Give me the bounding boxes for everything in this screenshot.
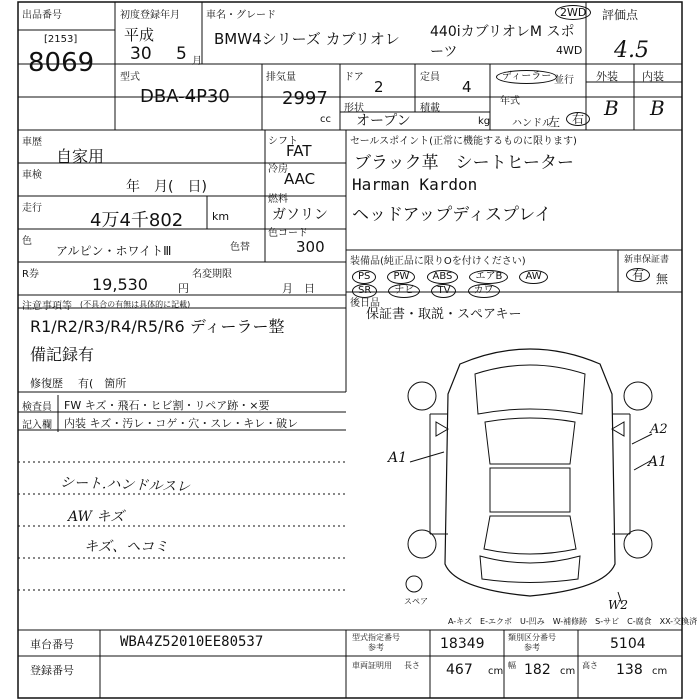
notes-line1: R1/R2/R3/R4/R5/R6 ディーラー整 bbox=[30, 317, 285, 336]
handle-right: 右 bbox=[566, 112, 590, 126]
equip-aw: AW bbox=[519, 270, 547, 284]
width-label: 幅 bbox=[508, 661, 516, 670]
memo-line1: シート.ハンドルスレ bbox=[59, 474, 191, 496]
new-warranty-label: 新車保証書 bbox=[624, 255, 670, 265]
mileage-label: 走行 bbox=[22, 203, 42, 214]
capacity-value: 4 bbox=[462, 78, 472, 96]
interior-label: 内装 bbox=[642, 70, 664, 83]
fuel-label: 燃料 bbox=[268, 194, 288, 205]
color-label: 色 bbox=[22, 236, 32, 247]
drive-4wd: 4WD bbox=[556, 44, 583, 57]
km-unit: km bbox=[212, 210, 230, 223]
drive-2wd: 2WD bbox=[555, 5, 591, 20]
capacity-label: 定員 bbox=[420, 72, 440, 83]
class-label: 類別区分番号 bbox=[508, 633, 556, 642]
height-unit: cm bbox=[652, 666, 668, 677]
recolor-label: 色替 bbox=[230, 242, 250, 253]
colorcode-label: 色コード bbox=[268, 228, 308, 239]
spec-ref: 参考 bbox=[368, 643, 384, 652]
mark-a2: A2 bbox=[650, 422, 668, 437]
reg-year: 30 bbox=[130, 44, 152, 64]
mileage-value: 4万4千802 bbox=[90, 210, 184, 231]
handle-label: ハンドル bbox=[512, 118, 552, 129]
first-reg-label: 初度登録年月 bbox=[120, 10, 180, 21]
memo-line2: AW キズ bbox=[68, 509, 125, 525]
mark-wave: W2 bbox=[608, 598, 628, 612]
equip-tv: TV bbox=[431, 284, 456, 298]
docs-value: 保証書・取説・スペアキー bbox=[366, 307, 522, 322]
exterior-label: 外装 bbox=[596, 70, 618, 83]
exterior-grade: B bbox=[604, 96, 619, 120]
usage-value: 自家用 bbox=[56, 147, 105, 166]
spec-label: 型式指定番号 bbox=[352, 633, 400, 642]
cc-unit: cc bbox=[320, 114, 331, 125]
ac-label: 冷房 bbox=[268, 164, 288, 175]
tax-label: R券 bbox=[22, 269, 39, 280]
equip-sr: SR bbox=[352, 284, 377, 298]
model-value: DBA-4P30 bbox=[140, 86, 230, 107]
damage-legend: A-キズ E-エクボ U-凹み W-補修跡 S-サビ C-腐食 XX-交換済 bbox=[448, 617, 698, 626]
len-label: 長さ bbox=[404, 661, 420, 670]
body-value: オープン bbox=[356, 113, 411, 129]
repair-label: 修復歴 bbox=[30, 377, 63, 390]
class-ref: 参考 bbox=[524, 643, 540, 652]
equip-ps: PS bbox=[352, 270, 376, 284]
kg-unit: kg bbox=[478, 116, 491, 127]
spec-value: 18349 bbox=[440, 636, 485, 652]
usage-label: 車歴 bbox=[22, 137, 42, 148]
model-year-label: 年式 bbox=[500, 96, 520, 107]
notes-sub: (不具合の有無は具体的に記載) bbox=[80, 300, 191, 309]
height-value: 138 bbox=[616, 662, 643, 678]
shift-value: FAT bbox=[286, 142, 312, 160]
ac-value: AAC bbox=[284, 170, 316, 188]
car-name: BMW4シリーズ カブリオレ bbox=[214, 30, 400, 48]
equip-airbag: エアB bbox=[469, 270, 508, 284]
displacement-value: 2997 bbox=[282, 88, 328, 109]
repair-value: 有( 箇所 bbox=[78, 377, 127, 390]
door-label: ドア bbox=[344, 72, 364, 83]
new-warranty-has: 有 bbox=[626, 268, 650, 282]
chassis-label: 車台番号 bbox=[30, 638, 74, 651]
inspection-value: 年 月( 日) bbox=[126, 179, 207, 195]
equipment-label: 装備品(純正品に限りOを付けください) bbox=[350, 256, 526, 267]
month-unit: 月 bbox=[192, 56, 202, 67]
inspector-interior-line: 内装 キズ・汚レ・コゲ・穴・スレ・キレ・破レ bbox=[64, 417, 299, 430]
model-label: 型式 bbox=[120, 72, 140, 83]
spare-label: スペア bbox=[404, 597, 428, 606]
docs-label: 後日品 bbox=[350, 298, 380, 309]
yen-unit: 円 bbox=[178, 282, 189, 295]
inspection-label: 車検 bbox=[22, 170, 42, 181]
name-label: 車名・グレード bbox=[206, 10, 276, 21]
fuel-value: ガソリン bbox=[272, 207, 328, 223]
parallel-label: 並行 bbox=[554, 75, 574, 86]
mark-a1-left: A1 bbox=[388, 450, 408, 466]
interior-grade: B bbox=[650, 96, 665, 120]
equip-pw: PW bbox=[387, 270, 415, 284]
lot-label: 出品番号 bbox=[22, 10, 62, 21]
chassis-value: WBA4Z52010EE80537 bbox=[120, 634, 264, 650]
inspector-fw-line: FW キズ・飛石・ヒビ割・リペア跡・×要 bbox=[64, 399, 270, 412]
shift-label: シフト bbox=[268, 136, 298, 147]
len-unit: cm bbox=[488, 666, 504, 677]
selling-label: セールスポイント(正常に機能するものに限ります) bbox=[350, 136, 577, 147]
lot-sub: [2153] bbox=[44, 34, 78, 45]
body-label: 形状 bbox=[344, 103, 364, 114]
inspector-label2: 記入欄 bbox=[22, 420, 52, 431]
tax-value: 19,530 bbox=[92, 275, 148, 294]
selling-line2: Harman Kardon bbox=[352, 175, 478, 194]
car-damage-diagram bbox=[400, 334, 660, 604]
colorcode-value: 300 bbox=[296, 238, 325, 256]
equip-leather: カワ bbox=[468, 284, 500, 298]
handle-left: 左 bbox=[548, 115, 561, 129]
inspector-label1: 検査員 bbox=[22, 402, 52, 413]
selling-line3: ヘッドアップディスプレイ bbox=[352, 205, 552, 225]
len-value: 467 bbox=[446, 662, 473, 678]
equip-navi: ナビ bbox=[388, 284, 420, 298]
reg-month: 5 bbox=[176, 44, 187, 64]
door-value: 2 bbox=[374, 78, 384, 96]
load-label: 積載 bbox=[420, 103, 440, 114]
era: 平成 bbox=[124, 26, 155, 44]
deadline-day: 月 日 bbox=[282, 282, 315, 295]
width-value: 182 bbox=[524, 662, 551, 678]
score-value: 4.5 bbox=[614, 38, 649, 63]
notes-label: 注意事項等 bbox=[22, 301, 72, 312]
height-label: 高さ bbox=[582, 661, 598, 670]
class-value: 5104 bbox=[610, 636, 646, 652]
displacement-label: 排気量 bbox=[266, 72, 296, 83]
deadline-label: 名変期限 bbox=[192, 269, 232, 280]
width-unit: cm bbox=[560, 666, 576, 677]
equip-abs: ABS bbox=[427, 270, 459, 284]
car-grade: 440iカブリオレM スポーツ bbox=[430, 24, 575, 60]
size-label: 車両証明用 bbox=[352, 661, 392, 670]
reg-number-label: 登録番号 bbox=[30, 664, 74, 677]
new-warranty-none: 無 bbox=[656, 272, 669, 286]
mark-a1-right: A1 bbox=[648, 454, 668, 470]
memo-line3: キズ、ヘコミ bbox=[84, 539, 169, 555]
dealer-mark: ディーラー bbox=[496, 70, 557, 84]
lot-number: 8069 bbox=[28, 48, 95, 78]
selling-line1: ブラック革 シートヒーター bbox=[354, 153, 574, 173]
notes-line2: 備記録有 bbox=[30, 345, 95, 364]
score-label: 評価点 bbox=[602, 8, 639, 22]
color-value: アルピン・ホワイトⅢ bbox=[56, 244, 172, 258]
